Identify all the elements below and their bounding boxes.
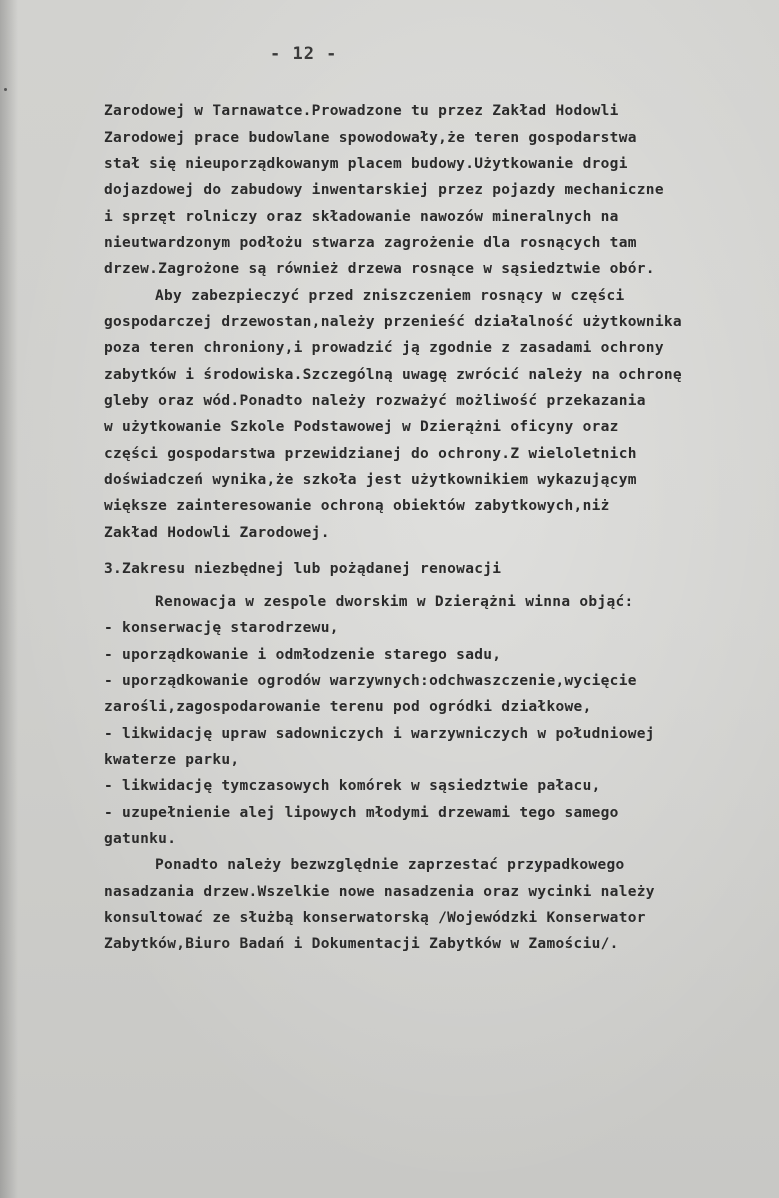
paragraph-first-line: Aby zabezpieczyć przed zniszczeniem rosnący w części	[155, 288, 625, 304]
page-edge-shadow	[0, 0, 18, 1198]
list-item: - uporządkowanie i odmłodzenie starego sadu,	[104, 647, 502, 663]
paragraph-first-line: Ponadto należy bezwzględnie zaprzestać przypadkowego	[155, 857, 625, 873]
text-line: zabytków i środowiska.Szczególną uwagę zwrócić należy na ochronę	[104, 367, 682, 383]
section-heading: 3.Zakresu niezbędnej lub pożądanej renowacji	[104, 561, 502, 577]
list-item-continuation: zarośli,zagospodarowanie terenu pod ogródki działkowe,	[104, 699, 592, 715]
text-line: poza teren chroniony,i prowadzić ją zgodnie z zasadami ochrony	[104, 340, 664, 356]
text-line: Zabytków,Biuro Badań i Dokumentacji Zabytków w Zamościu/.	[104, 936, 619, 952]
text-line: większe zainteresowanie ochroną obiektów zabytkowych,niż	[104, 498, 610, 514]
page-number: - 12 -	[270, 44, 338, 64]
text-line: Zarodowej w Tarnawatce.Prowadzone tu przez Zakład Hodowli	[104, 103, 619, 119]
list-item-continuation: kwaterze parku,	[104, 752, 240, 768]
text-line: gospodarczej drzewostan,należy przenieść działalność użytkownika	[104, 314, 682, 330]
paragraph-first-line: Renowacja w zespole dworskim w Dzierążni winna objąć:	[155, 594, 634, 610]
text-line: części gospodarstwa przewidzianej do ochrony.Z wieloletnich	[104, 446, 637, 462]
list-item: - konserwację starodrzewu,	[104, 620, 339, 636]
text-line: drzew.Zagrożone są również drzewa rosnące w sąsiedztwie obór.	[104, 261, 655, 277]
text-line: Zarodowej prace budowlane spowodowały,że teren gospodarstwa	[104, 130, 637, 146]
text-line: nasadzania drzew.Wszelkie nowe nasadzenia oraz wycinki należy	[104, 884, 655, 900]
margin-speck	[4, 88, 7, 91]
list-item: - likwidację tymczasowych komórek w sąsiedztwie pałacu,	[104, 778, 601, 794]
text-line: dojazdowej do zabudowy inwentarskiej przez pojazdy mechaniczne	[104, 182, 664, 198]
text-line: nieutwardzonym podłożu stwarza zagrożenie dla rosnących tam	[104, 235, 637, 251]
text-line: konsultować ze służbą konserwatorską /Wojewódzki Konserwator	[104, 910, 646, 926]
list-item: - uporządkowanie ogrodów warzywnych:odchwaszczenie,wycięcie	[104, 673, 637, 689]
text-line: i sprzęt rolniczy oraz składowanie nawozów mineralnych na	[104, 209, 619, 225]
list-item: - uzupełnienie alej lipowych młodymi drzewami tego samego	[104, 805, 619, 821]
text-line: gleby oraz wód.Ponadto należy rozważyć możliwość przekazania	[104, 393, 646, 409]
text-line: Zakład Hodowli Zarodowej.	[104, 525, 330, 541]
list-item-continuation: gatunku.	[104, 831, 177, 847]
list-item: - likwidację upraw sadowniczych i warzywniczych w południowej	[104, 726, 655, 742]
text-line: w użytkowanie Szkole Podstawowej w Dzierążni oficyny oraz	[104, 419, 619, 435]
text-line: doświadczeń wynika,że szkoła jest użytkownikiem wykazującym	[104, 472, 637, 488]
text-line: stał się nieuporządkowanym placem budowy.Użytkowanie drogi	[104, 156, 628, 172]
